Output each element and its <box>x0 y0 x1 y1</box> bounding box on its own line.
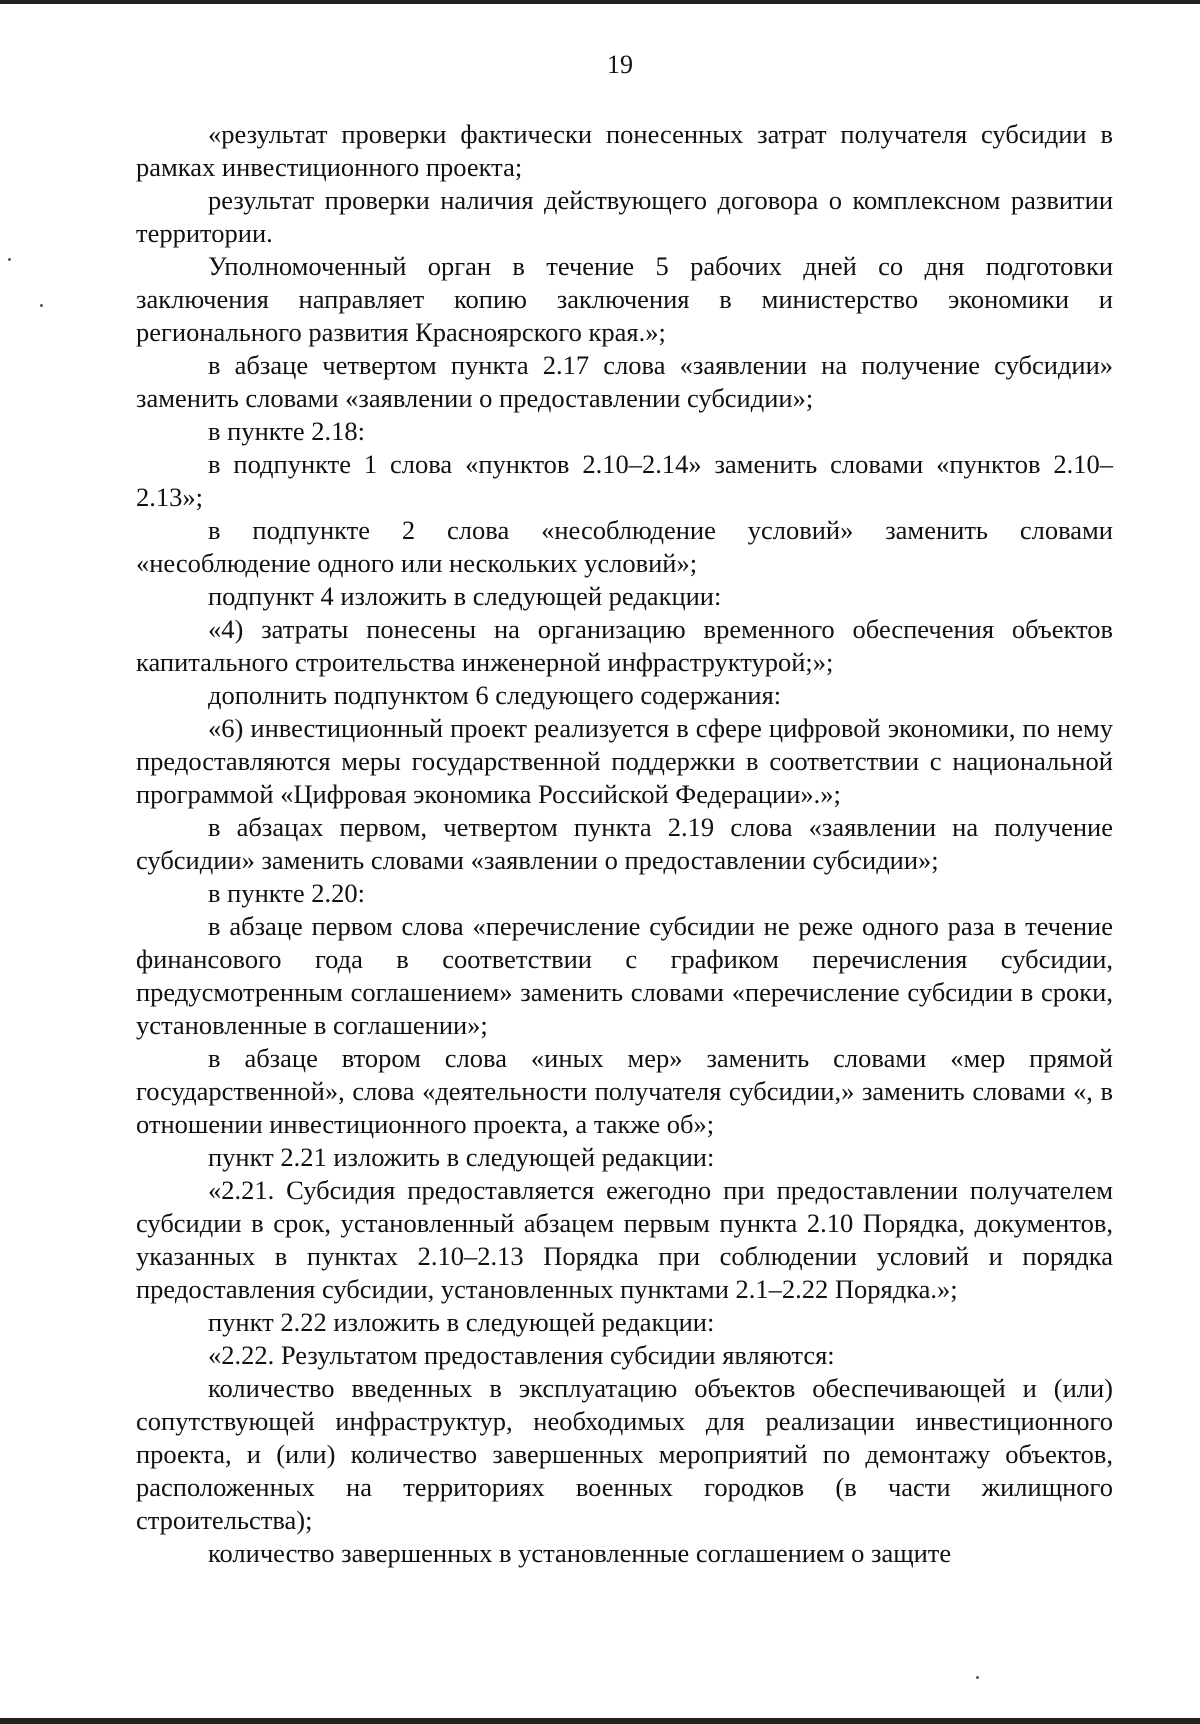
paragraph: в абзаце первом слова «перечисление субсидии не реже одного раза в течение финансового года в соответствии с графиком перечисления субсидии, предусмотренным соглашением» заменить словами «перечисление субсидии в сроки, установленные в соглашении»; <box>136 911 1113 1040</box>
scan-speck <box>40 304 43 307</box>
scan-speck <box>8 258 11 261</box>
paragraph: «2.21. Субсидия предоставляется ежегодно при предоставлении получателем субсидии в срок, установленный абзацем первым пункта 2.10 Порядка, документов, указанных в пунктах 2.10–2.13 Порядка при соблюдении условий и порядка предоставления субсидии, установленных пунктами 2.1–2.22 Порядка.»; <box>136 1175 1113 1304</box>
paragraph: в абзацах первом, четвертом пункта 2.19 слова «заявлении на получение субсидии» заменить словами «заявлении о предоставлении субсидии»; <box>136 812 1113 875</box>
paragraph: в пункте 2.18: <box>208 416 365 446</box>
paragraph: подпункт 4 изложить в следующей редакции: <box>208 581 722 611</box>
paragraph: в абзаце втором слова «иных мер» заменить словами «мер прямой государственной», слова «деятельности получателя субсидии,» заменить словами «, в отношении инвестиционного проекта, а также об»; <box>136 1043 1113 1139</box>
paragraph: дополнить подпунктом 6 следующего содержания: <box>208 680 782 710</box>
paragraph: пункт 2.21 изложить в следующей редакции: <box>208 1142 715 1172</box>
paragraph: «6) инвестиционный проект реализуется в сфере цифровой экономики, по нему предоставляются меры государственной поддержки в соответствии с национальной программой «Цифровая экономика Российской Федерации».»; <box>136 713 1113 809</box>
paragraph: пункт 2.22 изложить в следующей редакции: <box>208 1307 715 1337</box>
paragraph: результат проверки наличия действующего договора о комплексном развитии территории. <box>136 185 1113 248</box>
page-number: 19 <box>607 50 633 79</box>
paragraph: в подпункте 1 слова «пунктов 2.10–2.14» заменить словами «пунктов 2.10–2.13»; <box>136 449 1113 512</box>
scan-bottom-edge <box>0 1718 1200 1724</box>
paragraph: количество введенных в эксплуатацию объектов обеспечивающей и (или) сопутствующей инфраструктур, необходимых для реализации инвестиционного проекта, и (или) количество завершенных мероприятий по демонтажу объектов, расположенных на территориях военных городков (в части жилищного строительства); <box>136 1373 1113 1535</box>
scan-top-edge <box>0 0 1200 4</box>
paragraph: количество завершенных в установленные соглашением о защите <box>208 1538 952 1568</box>
paragraph: в пункте 2.20: <box>208 878 365 908</box>
paragraph: «4) затраты понесены на организацию временного обеспечения объектов капитального строительства инженерной инфраструктурой;»; <box>136 614 1113 677</box>
paragraph: «результат проверки фактически понесенных затрат получателя субсидии в рамках инвестиционного проекта; <box>136 119 1113 182</box>
paragraph: «2.22. Результатом предоставления субсидии являются: <box>208 1340 835 1370</box>
paragraph: в абзаце четвертом пункта 2.17 слова «заявлении на получение субсидии» заменить словами «заявлении о предоставлении субсидии»; <box>136 350 1113 413</box>
paragraph: Уполномоченный орган в течение 5 рабочих дней со дня подготовки заключения направляет копию заключения в министерство экономики и регионального развития Красноярского края.»; <box>136 251 1113 347</box>
paragraph: в подпункте 2 слова «несоблюдение условий» заменить словами «несоблюдение одного или нескольких условий»; <box>136 515 1113 578</box>
scan-speck <box>976 1676 979 1679</box>
document-body <box>136 118 1113 1570</box>
